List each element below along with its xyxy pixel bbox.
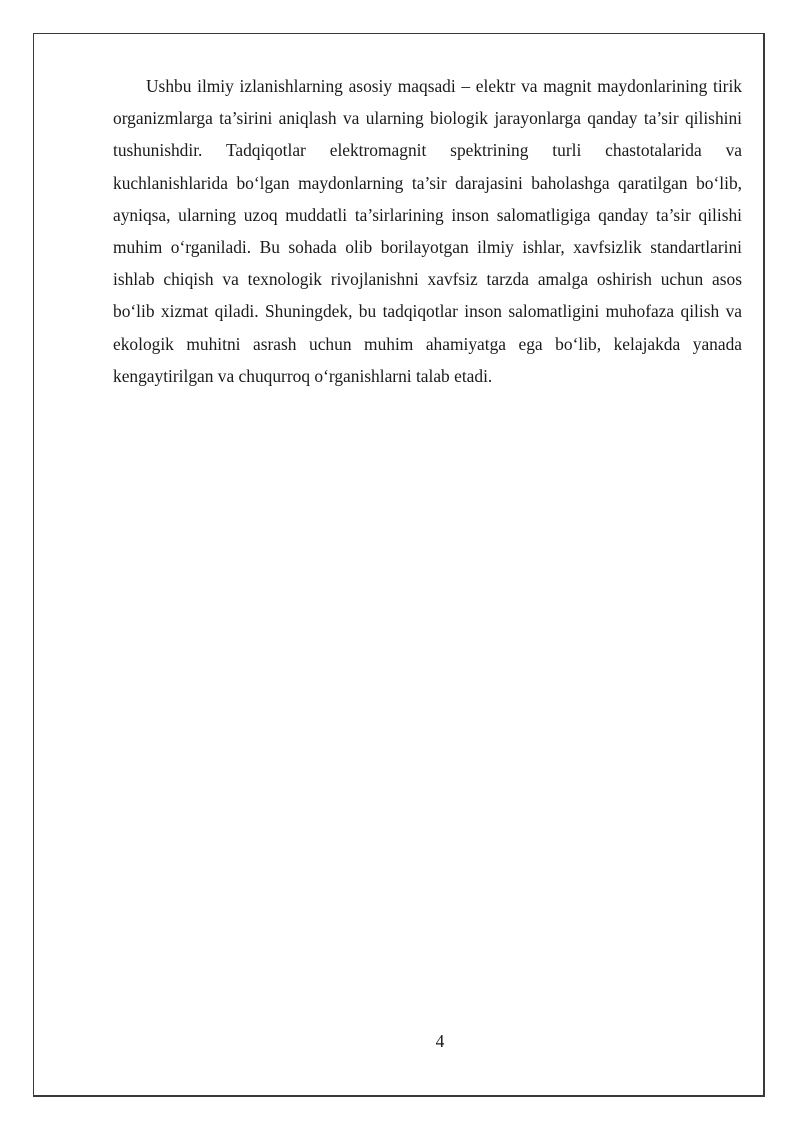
page-number: 4: [435, 1031, 445, 1051]
body-paragraph: Ushbu ilmiy izlanishlarning asosiy maqsadi – elektr va magnit maydonlarining tirik organizmlarga ta’sirini aniqlash va ularning biologik jarayonlarga qanday ta’sir qilishini tushunishdir. Tadqiqotlar elektromagnit spektrining turli chastotalarida va kuchlanishlarida bo‘lgan maydonlarning ta’sir darajasini baholashga qaratilgan bo‘lib, ayniqsa, ularning uzoq muddatli ta’sirlarining inson salomatligiga qanday ta’sir qilishi muhim o‘rganiladi. Bu sohada olib borilayotgan ilmiy ishlar, xavfsizlik standartlarini ishlab chiqish va texnologik rivojlanishni xavfsiz tarzda amalga oshirish uchun asos bo‘lib xizmat qiladi. Shuningdek, bu tadqiqotlar inson salomatligini muhofaza qilish va ekologik muhitni asrash uchun muhim ahamiyatga ega bo‘lib, kelajakda yanada kengaytirilgan va chuqurroq o‘rganishlarni talab etadi.: [113, 76, 742, 386]
